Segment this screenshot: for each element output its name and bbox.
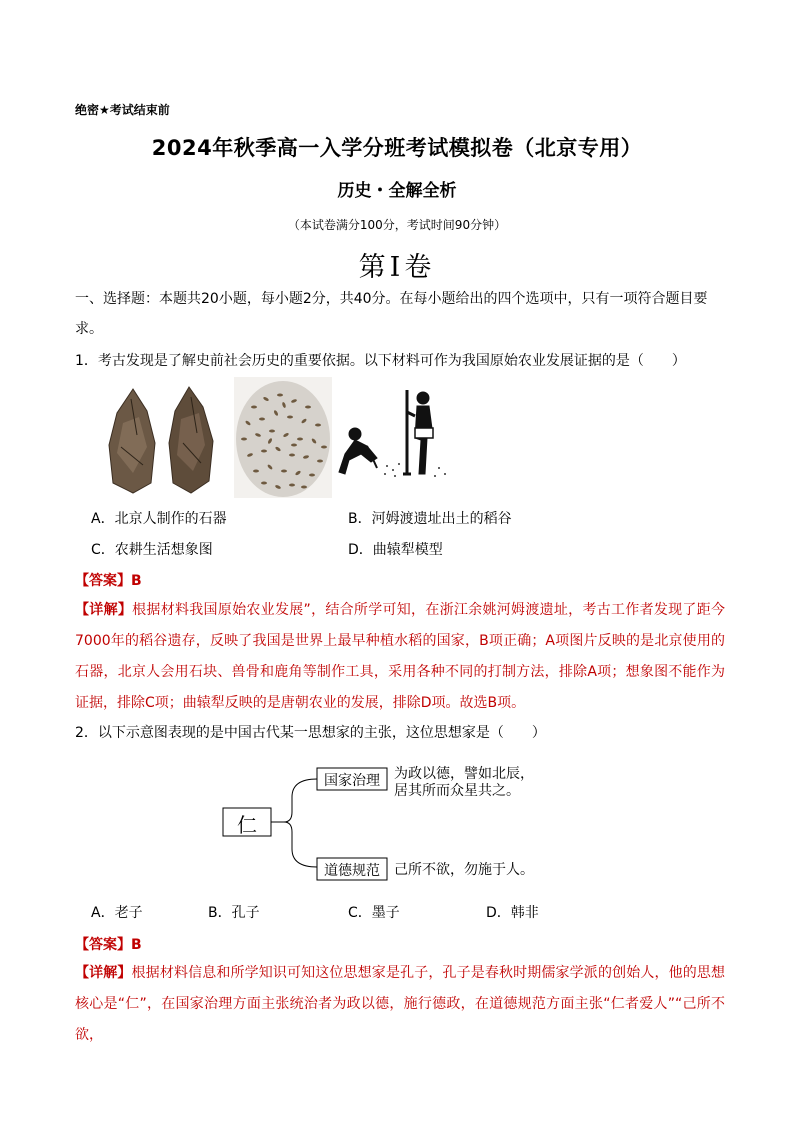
q1-option-c[interactable]: C．农耕生活想象图 [91, 542, 213, 558]
q2-option-c[interactable]: C．墨子 [348, 905, 400, 921]
q2-diagram [222, 757, 572, 887]
diagram-morality-box: 道德规范 [324, 863, 380, 879]
q2-detail [75, 958, 725, 1051]
q1-detail-label: 【详解】 [75, 602, 133, 618]
q2-stem: 2．以下示意图表现的是中国古代某一思想家的主张，这位思想家是（ ） [75, 725, 546, 741]
exam-title: 2024年秋季高一入学分班考试模拟卷（北京专用） [151, 136, 643, 160]
q1-stem: 1．考古发现是了解史前社会历史的重要依据。以下材料可作为我国原始农业发展证据的是（ ） [75, 353, 686, 369]
diagram-governance-box: 国家治理 [324, 773, 380, 789]
q2-answer [75, 934, 142, 954]
stone-tool-image [103, 383, 223, 497]
diagram-governance-text-1: 为政以德，譬如北辰， [394, 766, 534, 782]
diagram-governance-text-2: 居其所而众星共之。 [394, 783, 520, 799]
q1-answer-label: 【答案】 [75, 573, 131, 589]
q2-option-b[interactable]: B．孔子 [208, 905, 260, 921]
q2-option-d[interactable]: D．韩非 [486, 905, 539, 921]
diagram-center-label: 仁 [237, 813, 257, 837]
q1-option-b[interactable]: B．河姆渡遗址出土的稻谷 [348, 511, 512, 527]
q1-detail-text: 根据材料我国原始农业发展”，结合所学可知，在浙江余姚河姆渡遗址，考古工作者发现了距今7000年的稻谷遗存，反映了我国是世界上最早种植水稻的国家，B项正确；A项图片反映的是北京使用的石器，北京人会用石块、兽骨和鹿角等制作工具，采用各种不同的打制方法，排除A项；想象图不能作为证据，排除C项；曲辕犁反映的是唐朝农业的发展，排除D项。故选B项。 [75, 602, 725, 711]
exam-note: （本试卷满分100分，考试时间90分钟） [287, 218, 507, 232]
q1-detail [75, 595, 725, 719]
q2-answer-label: 【答案】 [75, 937, 131, 953]
exam-subtitle: 历史・全解全析 [337, 181, 457, 201]
q1-answer [75, 570, 142, 590]
section-instruction: 一、选择题：本题共20小题，每小题2分，共40分。在每小题给出的四个选项中，只有一项符合题目要求。 [75, 291, 708, 337]
q2-detail-label: 【详解】 [75, 965, 132, 981]
diagram-morality-text: 己所不欲，勿施于人。 [394, 862, 534, 878]
q1-option-d[interactable]: D．曲辕犁模型 [348, 542, 443, 558]
rice-grain-image [234, 377, 332, 498]
farming-life-image [337, 388, 455, 480]
q2-detail-text: 根据材料信息和所学知识可知这位思想家是孔子，孔子是春秋时期儒家学派的创始人，他的思想核心是“仁”，在国家治理方面主张统治者为政以德，施行德政，在道德规范方面主张“仁者爱人”“己所不欲， [75, 965, 726, 1043]
secret-label: 绝密★考试结束前 [75, 103, 170, 117]
q2-option-a[interactable]: A．老子 [91, 905, 143, 921]
q1-option-a[interactable]: A．北京人制作的石器 [91, 511, 227, 527]
q2-answer-value: B [131, 937, 142, 953]
volume-heading: 第Ⅰ卷 [358, 252, 436, 283]
q1-answer-value: B [131, 573, 142, 589]
